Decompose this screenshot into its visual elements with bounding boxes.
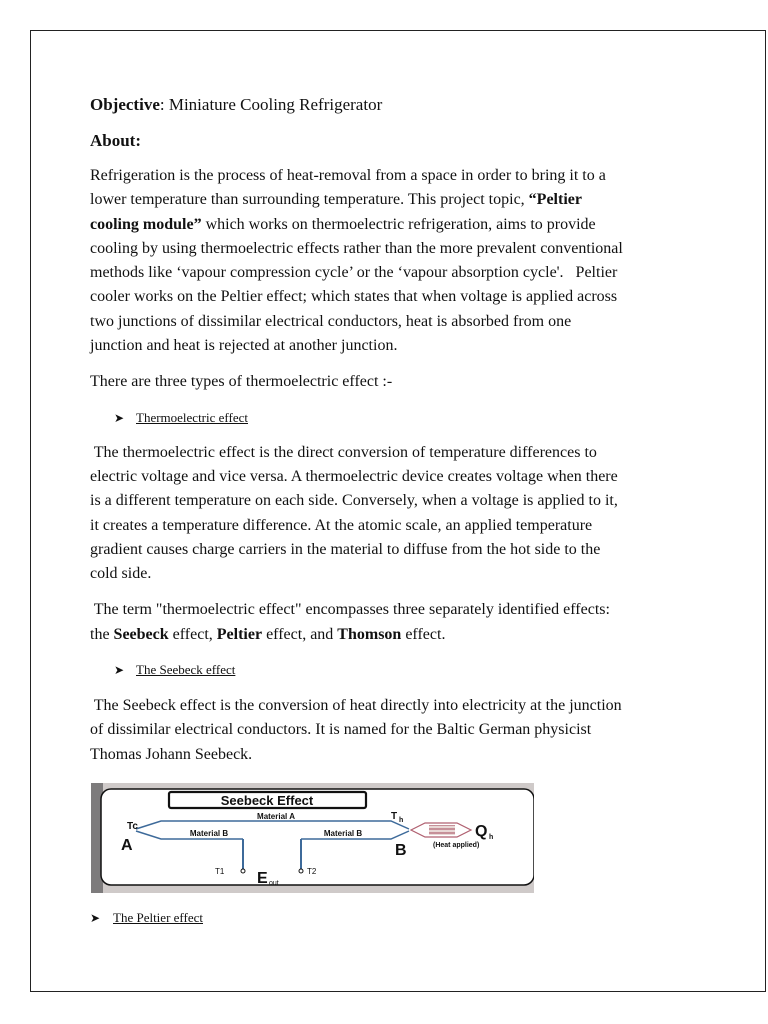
bullet-label: Thermoelectric effect <box>136 409 248 425</box>
para-line: is a different temperature on each side. Conversely, when a voltage is applied to it, <box>90 492 618 510</box>
figure-title: Seebeck Effect <box>220 793 314 808</box>
t2-label: T2 <box>307 867 317 876</box>
objective-title: Miniature Cooling Refrigerator <box>164 95 383 114</box>
e-out-label: E <box>257 870 268 887</box>
objective-colon: : <box>159 95 165 114</box>
para-line: Thomas Johann Seebeck. <box>90 745 253 763</box>
about-label: About: <box>90 131 142 150</box>
q-label: Q <box>475 823 488 840</box>
t1-label: T1 <box>215 867 225 876</box>
e-out-subscript: out <box>269 880 279 887</box>
text-span: effect, <box>168 625 217 643</box>
seebeck-effect-figure <box>91 783 534 893</box>
para-line <box>90 213 690 237</box>
th-label: T <box>391 811 398 822</box>
para-line: electric voltage and vice versa. A thermoelectric device creates voltage when there <box>90 467 618 485</box>
arrow-bullet-icon: ➤ <box>90 911 101 925</box>
document-body <box>90 92 690 767</box>
bullet-thermoelectric <box>90 409 690 427</box>
objective-heading <box>90 92 690 118</box>
seebeck-paragraph <box>90 694 690 767</box>
bold-text: Peltier <box>216 625 263 643</box>
para-line: methods like ‘vapour compression cycle’ or the ‘vapour absorption cycle'. Peltier <box>90 264 618 282</box>
bullet-peltier <box>90 909 203 927</box>
text-span: lower temperature than surrounding temperature. This project topic, <box>90 191 529 209</box>
text-span: the <box>90 625 114 643</box>
para-line: The Seebeck effect is the conversion of heat directly into electricity at the junction <box>90 697 622 715</box>
text-span: effect. <box>401 625 446 643</box>
material-b-left-label: Material B <box>189 829 229 838</box>
bullet-label: The Seebeck effect <box>136 662 236 678</box>
about-heading <box>90 128 690 154</box>
term-paragraph <box>90 598 690 647</box>
thermoelectric-paragraph <box>90 441 690 587</box>
bullet-seebeck <box>90 661 690 679</box>
text-span: which works on thermoelectric refrigeration, aims to provide <box>201 215 596 233</box>
text-span: effect, and <box>262 625 338 643</box>
junction-a-label: A <box>121 837 133 854</box>
bold-text: “Peltier <box>528 191 582 209</box>
para-line: Refrigeration is the process of heat-removal from a space in order to bring it to a <box>90 167 606 184</box>
para-line: cold side. <box>90 565 152 583</box>
para-line: cooling by using thermoelectric effects rather than the more prevalent conventional <box>90 239 623 257</box>
types-line: There are three types of thermoelectric effect :- <box>90 373 393 391</box>
heat-applied-label: (Heat applied) <box>433 842 480 849</box>
para-line: cooler works on the Peltier effect; which states that when voltage is applied across <box>90 288 618 306</box>
material-b-right-label: Material B <box>323 829 363 838</box>
bullet-label: The Peltier effect <box>113 910 203 925</box>
th-subscript: h <box>399 817 404 824</box>
para-line: junction and heat is rejected at another junction. <box>90 337 398 355</box>
arrow-bullet-icon: ➤ <box>114 410 125 425</box>
para-line: gradient causes charge carriers in the material to diffuse from the hot side to the <box>90 540 601 558</box>
material-a-label: Material A <box>257 812 295 821</box>
seebeck-diagram <box>91 783 534 893</box>
arrow-bullet-icon: ➤ <box>114 663 125 678</box>
para-line: two junctions of dissimilar electrical conductors, heat is absorbed from one <box>90 312 572 330</box>
para-line: of dissimilar electrical conductors. It is named for the Baltic German physicist <box>90 721 592 739</box>
para-line: The thermoelectric effect is the direct conversion of temperature differences to <box>90 443 597 461</box>
para-line <box>90 188 690 212</box>
objective-label: Objective <box>90 95 160 114</box>
junction-b-label: B <box>395 842 407 859</box>
tc-label: Tc <box>127 821 138 832</box>
bold-text: Thomson <box>337 625 402 643</box>
bold-text: Seebeck <box>113 625 169 643</box>
bold-text: cooling module” <box>90 215 202 233</box>
para-line <box>90 623 690 647</box>
intro-paragraph <box>90 164 690 358</box>
para-line: The term "thermoelectric effect" encompasses three separately identified effects: <box>90 601 610 619</box>
q-subscript: h <box>489 834 494 841</box>
para-line: it creates a temperature difference. At the atomic scale, an applied temperature <box>90 516 593 534</box>
